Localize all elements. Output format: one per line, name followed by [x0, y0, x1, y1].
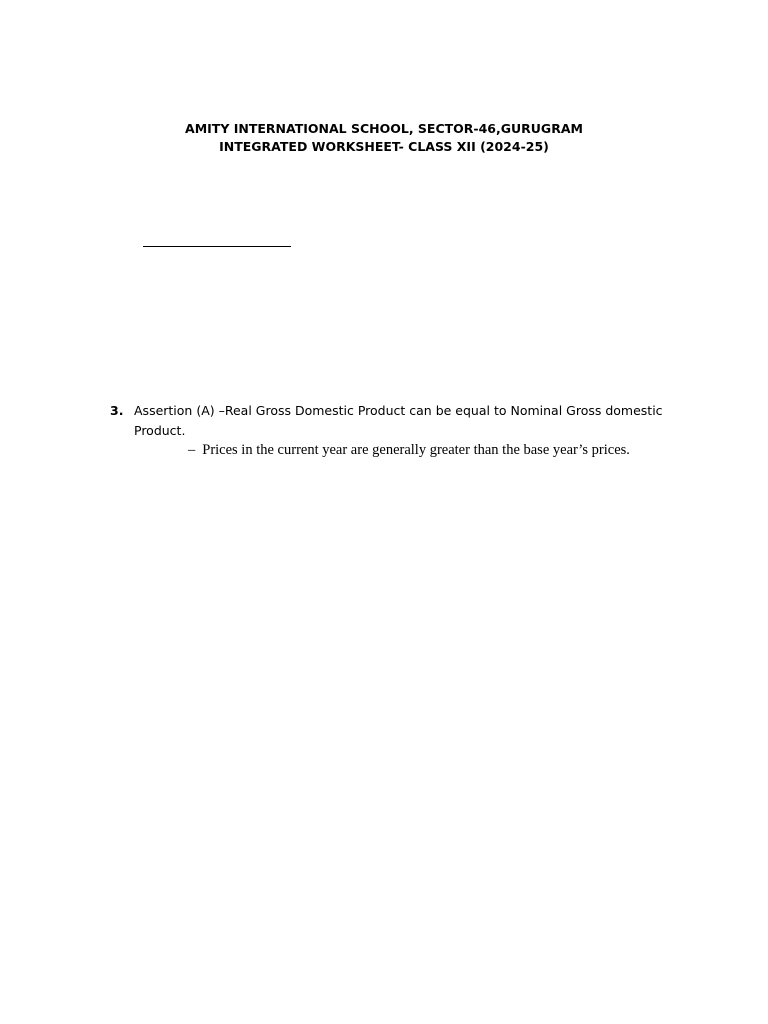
assertion-text: Assertion (A) –Real Gross Domestic Product can be equal to Nominal Gross domestic Product. [134, 403, 663, 438]
school-name: AMITY INTERNATIONAL SCHOOL, SECTOR-46,GURUGRAM [185, 121, 583, 136]
question-number: 3. [110, 403, 124, 418]
reason-text: Prices in the current year are generally greater than the base year’s prices. [202, 442, 630, 458]
question-3 [110, 401, 680, 441]
reason-line [188, 440, 630, 460]
reason-dash: – [188, 442, 196, 458]
worksheet-title: INTEGRATED WORKSHEET- CLASS XII (2024-25) [219, 139, 549, 154]
worksheet-header [0, 120, 768, 156]
blank-underline [143, 246, 291, 247]
